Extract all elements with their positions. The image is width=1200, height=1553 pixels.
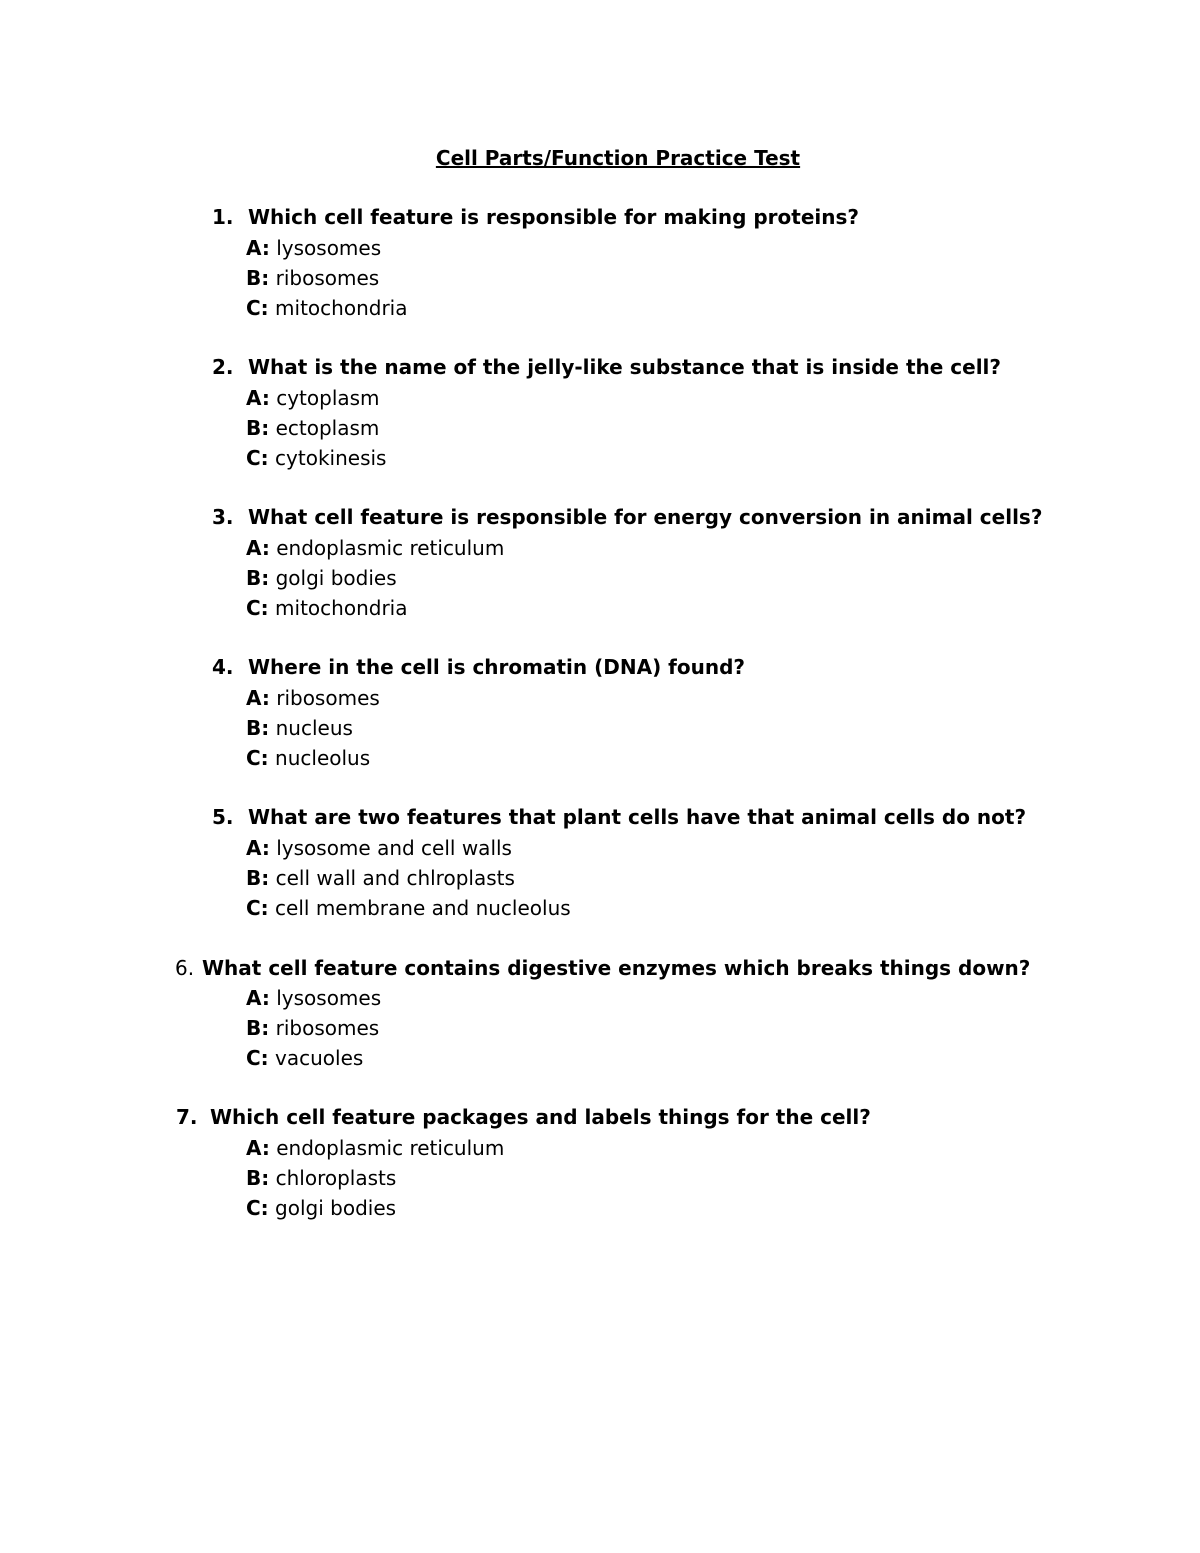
option-letter: B: xyxy=(246,266,270,290)
option-letter: A: xyxy=(246,836,270,860)
question-number: 2. xyxy=(212,355,234,379)
question-text: Which cell feature packages and labels things for the cell? xyxy=(210,1105,871,1129)
option-a xyxy=(246,983,381,1013)
question-text: What are two features that plant cells have that animal cells do not? xyxy=(248,805,1027,829)
option-letter: B: xyxy=(246,716,270,740)
option-a xyxy=(246,833,512,863)
option-text: cytokinesis xyxy=(275,446,387,470)
option-letter: A: xyxy=(246,686,270,710)
option-a xyxy=(246,383,380,413)
question-number: 7. xyxy=(176,1105,198,1129)
option-letter: A: xyxy=(246,986,270,1010)
option-b xyxy=(246,563,397,593)
option-text: golgi bodies xyxy=(275,566,397,590)
option-a xyxy=(246,1133,504,1163)
option-text: ectoplasm xyxy=(275,416,380,440)
option-text: ribosomes xyxy=(275,1016,380,1040)
option-b xyxy=(246,1163,396,1193)
option-letter: B: xyxy=(246,1016,270,1040)
option-a xyxy=(246,233,381,263)
question-text: What is the name of the jelly-like substance that is inside the cell? xyxy=(248,355,1002,379)
option-text: ribosomes xyxy=(276,686,380,710)
option-text: nucleus xyxy=(275,716,353,740)
option-letter: C: xyxy=(246,596,269,620)
option-letter: B: xyxy=(246,416,270,440)
option-letter: C: xyxy=(246,446,269,470)
option-b xyxy=(246,263,379,293)
option-letter: B: xyxy=(246,1166,270,1190)
option-letter: C: xyxy=(246,896,269,920)
option-letter: C: xyxy=(246,1046,269,1070)
option-text: vacuoles xyxy=(275,1046,364,1070)
question-text: What cell feature contains digestive enzymes which breaks things down? xyxy=(202,956,1031,980)
option-text: cell wall and chlroplasts xyxy=(275,866,515,890)
option-c xyxy=(246,1043,363,1073)
option-text: endoplasmic reticulum xyxy=(276,1136,505,1160)
option-text: chloroplasts xyxy=(275,1166,397,1190)
question-number: 6. xyxy=(175,956,195,980)
option-a xyxy=(246,533,504,563)
question-number: 3. xyxy=(212,505,234,529)
option-b xyxy=(246,1013,379,1043)
option-letter: C: xyxy=(246,1196,269,1220)
option-c xyxy=(246,443,386,473)
option-c xyxy=(246,893,571,923)
option-text: lysosomes xyxy=(276,986,382,1010)
question-number: 5. xyxy=(212,805,234,829)
page-title: Cell Parts/Function Practice Test xyxy=(435,146,801,170)
option-a xyxy=(246,683,380,713)
option-b xyxy=(246,413,379,443)
option-letter: B: xyxy=(246,566,270,590)
question-text: Which cell feature is responsible for making proteins? xyxy=(248,205,859,229)
option-text: cytoplasm xyxy=(276,386,380,410)
option-b xyxy=(246,713,353,743)
option-letter: A: xyxy=(246,536,270,560)
option-text: cell membrane and nucleolus xyxy=(275,896,571,920)
option-letter: A: xyxy=(246,236,270,260)
option-letter: B: xyxy=(246,866,270,890)
option-text: mitochondria xyxy=(275,296,408,320)
option-text: endoplasmic reticulum xyxy=(276,536,505,560)
option-letter: A: xyxy=(246,1136,270,1160)
option-text: lysosomes xyxy=(276,236,382,260)
option-c xyxy=(246,593,407,623)
option-c xyxy=(246,743,370,773)
question-text: What cell feature is responsible for energy conversion in animal cells? xyxy=(248,505,1043,529)
option-text: nucleolus xyxy=(275,746,371,770)
option-letter: A: xyxy=(246,386,270,410)
option-c xyxy=(246,1193,396,1223)
option-letter: C: xyxy=(246,296,269,320)
option-b xyxy=(246,863,515,893)
question-number: 4. xyxy=(212,655,234,679)
option-c xyxy=(246,293,407,323)
option-text: golgi bodies xyxy=(275,1196,397,1220)
option-text: lysosome and cell walls xyxy=(276,836,512,860)
option-letter: C: xyxy=(246,746,269,770)
option-text: ribosomes xyxy=(275,266,380,290)
question-number: 1. xyxy=(212,205,234,229)
question-text: Where in the cell is chromatin (DNA) found? xyxy=(248,655,746,679)
option-text: mitochondria xyxy=(275,596,408,620)
